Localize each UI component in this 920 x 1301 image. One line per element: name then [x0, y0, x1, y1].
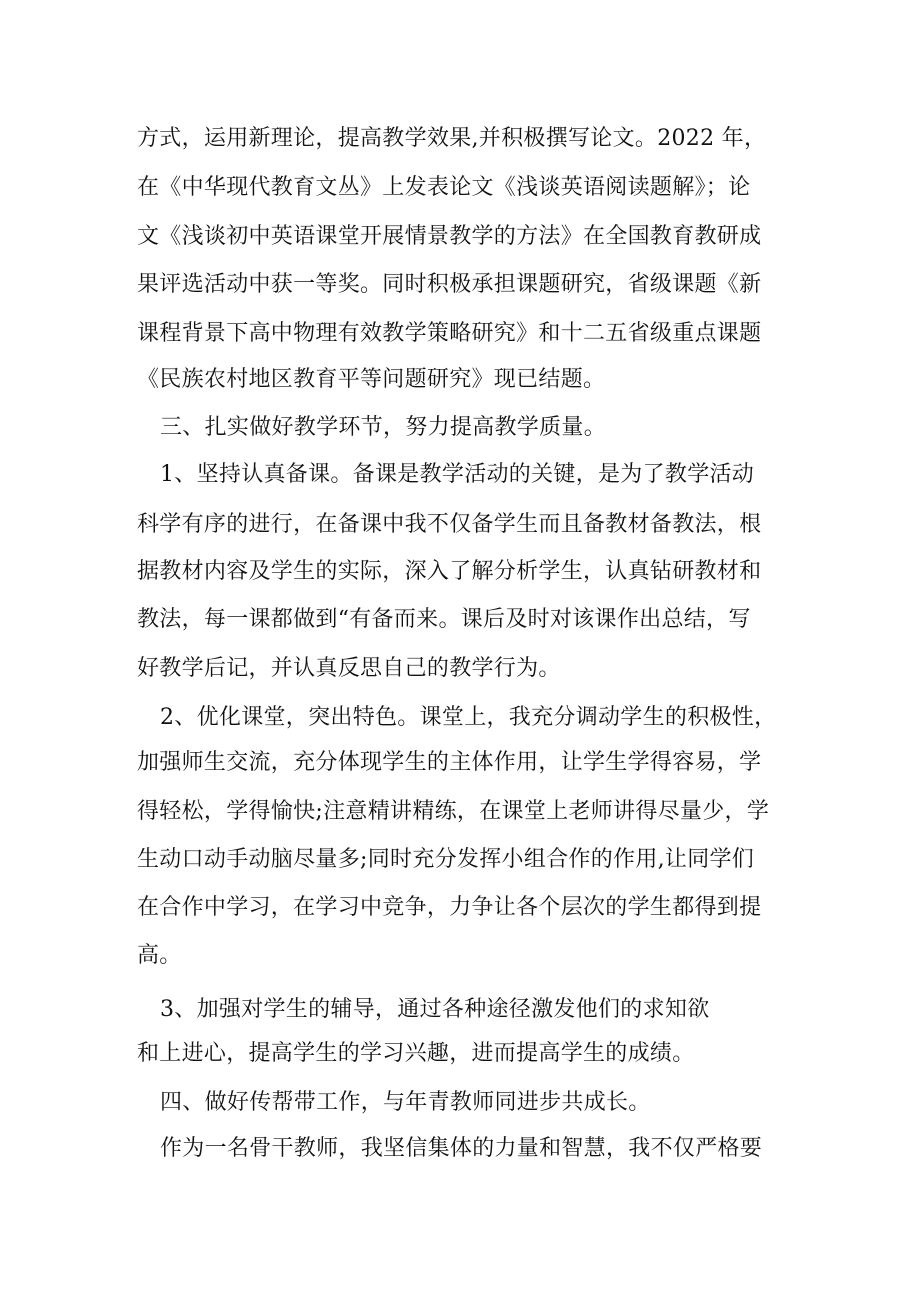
paragraph-line: 课程背景下高中物理有效教学策略研究》和十二五省级重点课题: [137, 321, 762, 346]
paragraph-line: 2、优化课堂，突出特色。课堂上，我充分调动学生的积极性，: [160, 705, 777, 730]
paragraph-line: 据教材内容及学生的实际，深入了解分析学生，认真钻研教材和: [137, 559, 762, 584]
paragraph-line: 高。: [137, 943, 182, 968]
paragraph-line: 好教学后记，并认真反思自己的教学行为。: [137, 656, 561, 681]
paragraph-line: 科学有序的进行，在备课中我不仅备学生而且备教材备教法，根: [137, 512, 762, 537]
paragraph-line: 加强师生交流，充分体现学生的主体作用，让学生学得容易，学: [137, 750, 762, 775]
paragraph-line: 3、加强对学生的辅导，通过各种途径激发他们的求知欲: [160, 997, 710, 1022]
paragraph-line: 《民族农村地区教育平等问题研究》现已结题。: [137, 367, 606, 392]
paragraph-line: 作为一名骨干教师，我坚信集体的力量和智慧，我不仅严格要: [160, 1136, 763, 1161]
paragraph-line: 方式，运用新理论，提高教学效果,并积极撰写论文。2022 年，: [137, 126, 767, 151]
paragraph-line: 得轻松，学得愉快;注意精讲精练，在课堂上老师讲得尽量少，学: [137, 799, 770, 824]
paragraph-line: 在《中华现代教育文丛》上发表论文《浅谈英语阅读题解》；论: [137, 175, 751, 200]
paragraph-line: 生动口动手动脑尽量多;同时充分发挥小组合作的作用,让同学们: [137, 847, 755, 872]
paragraph-line: 在合作中学习，在学习中竞争，力争让各个层次的学生都得到提: [137, 895, 762, 920]
paragraph-line: 和上进心，提高学生的学习兴趣，进而提高学生的成绩。: [137, 1041, 695, 1066]
paragraph-line: 文《浅谈初中英语课堂开展情景教学的方法》在全国教育教研成: [137, 224, 762, 249]
section-heading: 三、扎实做好教学环节，努力提高教学质量。: [160, 415, 607, 440]
paragraph-line: 1、坚持认真备课。备课是教学活动的关键，是为了教学活动: [160, 462, 755, 487]
paragraph-line: 教法，每一课都做到“有备而来。课后及时对该课作出总结，写: [137, 607, 751, 632]
section-heading: 四、做好传帮带工作，与年青教师同进步共成长。: [160, 1090, 651, 1115]
paragraph-line: 果评选活动中获一等奖。同时积极承担课题研究，省级课题《新: [137, 272, 762, 297]
